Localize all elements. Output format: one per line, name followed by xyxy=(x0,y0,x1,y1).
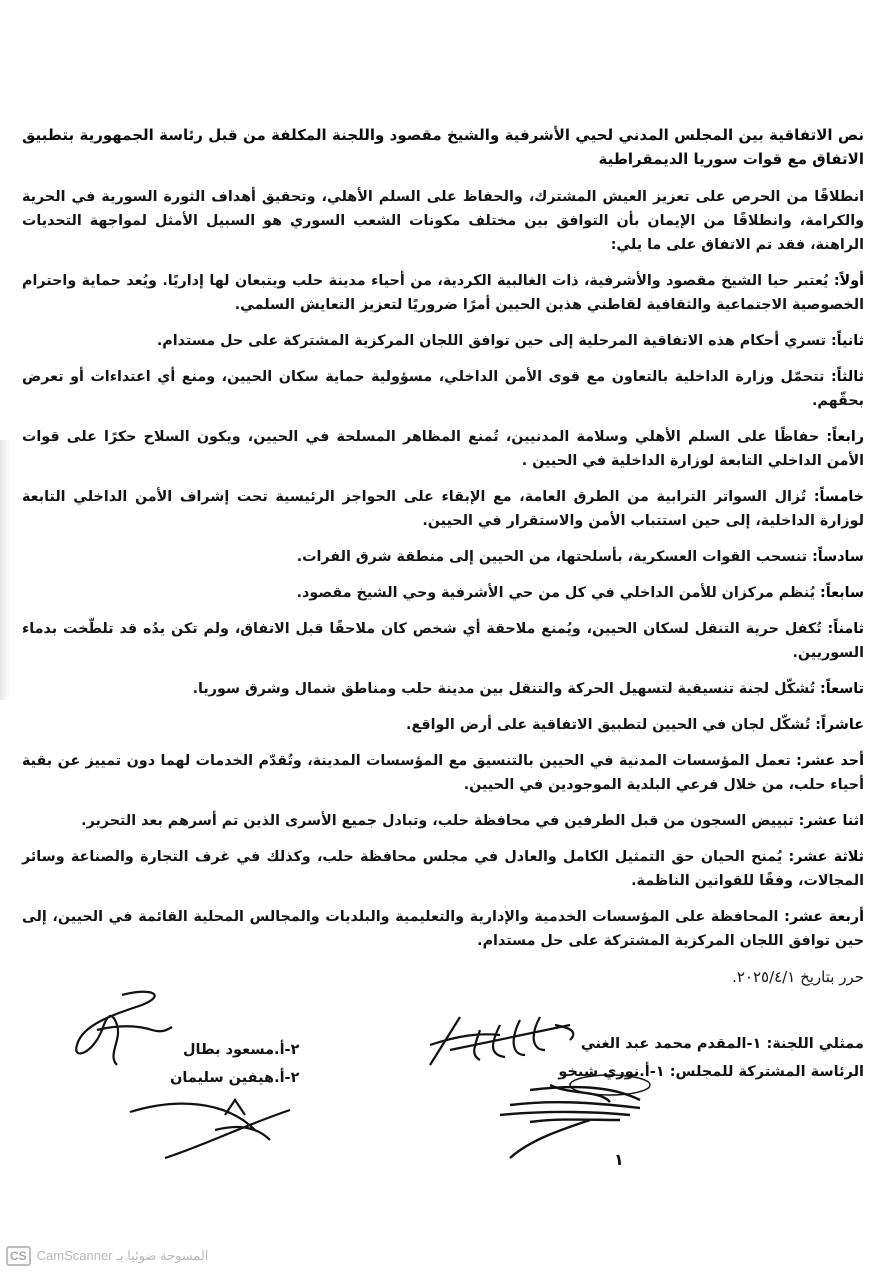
committee-row xyxy=(558,1030,864,1058)
article-label: عاشراً: xyxy=(815,717,864,733)
article-label: خامساً: xyxy=(813,489,864,505)
committee-label: ممثلي اللجنة: xyxy=(766,1036,864,1052)
article-item xyxy=(22,581,864,605)
council-member-2: ٢-أ.هيفين سليمان xyxy=(170,1070,300,1086)
agreement-document xyxy=(22,123,864,989)
article-item xyxy=(22,269,864,317)
signature-council-2 xyxy=(125,1100,295,1160)
article-item xyxy=(22,845,864,893)
article-label: ثالثاً: xyxy=(830,369,864,385)
article-text: تعمل المؤسسات المدنية في الحيين بالتنسيق مع المؤسسات المدينة، وتُقدّم الخدمات لهما دون تمييز عن بقية أحياء حلب، من خلال فرعي البلدية الموجودين في الحيين. xyxy=(22,753,864,793)
page-edge-shadow xyxy=(0,440,10,700)
article-label: أحد عشر: xyxy=(796,753,864,769)
article-label: أربعة عشر: xyxy=(784,909,864,925)
articles-list xyxy=(22,269,864,953)
article-label: ثلاثة عشر: xyxy=(788,849,865,865)
article-item xyxy=(22,545,864,569)
committee-member-2: ٢-أ.مسعود بطال xyxy=(182,1042,300,1058)
signature-committee-2 xyxy=(62,985,172,1065)
article-label: سابعاً: xyxy=(820,585,864,601)
article-item xyxy=(22,617,864,665)
council-member-1: ١-أ.نوري شيخو xyxy=(558,1064,665,1080)
article-text: تسري أحكام هذه الاتفاقية المرحلية إلى حين توافق اللجان المركزية المشتركة على حل مستدام. xyxy=(156,333,831,349)
article-text: تُشكّل لجان في الحيين لتطبيق الاتفاقية على أرض الواقع. xyxy=(406,717,816,733)
article-label: تاسعاً: xyxy=(820,681,864,697)
article-text: يُمنح الحيان حق التمثيل الكامل والعادل في مجلس محافظة حلب، وكذلك في غرف التجارة والصناعة وسائر المجالات، وفقًا للقوانين الناظمة. xyxy=(22,849,864,889)
article-item xyxy=(22,677,864,701)
article-item xyxy=(22,749,864,797)
article-text: تنسحب القوات العسكرية، بأسلحتها، من الحيين إلى منطقة شرق الفرات. xyxy=(296,549,813,565)
article-item xyxy=(22,329,864,353)
article-text: تبييض السجون من قبل الطرفين في محافظة حلب، وتبادل جميع الأسرى الذين تم أسرهم بعد التحرير. xyxy=(81,813,799,829)
article-item xyxy=(22,905,864,953)
article-text: يُعتبر حيا الشيخ مقصود والأشرفية، ذات الغالبية الكردية، من أحياء مدينة حلب ويتبعان لها إداريًا. ويُعد حماية واحترام الخصوصية الاجتماعية والثقافية لقاطني هذين الحيين أمرًا ضروريًا لتعزيز التعايش السلمي. xyxy=(22,273,864,313)
camscanner-watermark xyxy=(6,1246,208,1266)
article-item xyxy=(22,713,864,737)
signature-council-1 xyxy=(490,1080,650,1160)
document-title: نص الاتفاقية بين المجلس المدني لحيي الأشرفية والشيخ مقصود واللجنة المكلفة من قبل رئاسة الجمهورية بتطبيق الاتفاق مع قوات سوريا الديمقراطية xyxy=(22,126,864,168)
article-text: تُزال السواتر الترابية من الطرق العامة، مع الإبقاء على الحواجز الرئيسية تحت إشراف الأمن الداخلي التابعة لوزارة الداخلية، إلى حين استتباب الأمن والاستقرار في الحيين. xyxy=(22,489,864,529)
article-label: رابعاً: xyxy=(826,429,864,445)
signature-committee-1 xyxy=(420,1005,590,1075)
signatories-left xyxy=(170,1036,299,1092)
article-label: اثنا عشر: xyxy=(798,813,864,829)
committee-member-1: ١-المقدم محمد عبد الغني xyxy=(580,1036,762,1052)
camscanner-logo-icon: CS xyxy=(6,1246,31,1266)
article-item xyxy=(22,365,864,413)
article-label: ثامناً: xyxy=(827,621,864,637)
article-text: تُشكّل لجنة تنسيقية لتسهيل الحركة والتنقل بين مدينة حلب ومناطق شمال وشرق سوريا. xyxy=(192,681,821,697)
article-item xyxy=(22,485,864,533)
article-label: ثانياً: xyxy=(830,333,864,349)
date-line: حرر بتاريخ ٢٠٢٥/٤/١. xyxy=(732,968,864,986)
article-item xyxy=(22,425,864,473)
watermark-text: المسوحة ضوئيا بـ CamScanner xyxy=(36,1248,209,1263)
article-text: حفاظًا على السلم الأهلي وسلامة المدنيين، تُمنع المظاهر المسلحة في الحيين، ويكون السلاح حكرًا على قوات الأمن الداخلي التابعة لوزارة الداخلية في الحيين . xyxy=(22,429,864,469)
signatories-right xyxy=(558,1030,864,1086)
article-text: تُكفل حرية التنقل لسكان الحيين، ويُمنع ملاحقة أي شخص كان ملاحقًا قبل الاتفاق، ولم تكن يدُه قد تلطّخت بدماء السوريين. xyxy=(22,621,864,661)
article-text: يُنظم مركزان للأمن الداخلي في كل من حي الأشرفية وحي الشيخ مقصود. xyxy=(296,585,821,601)
article-text: المحافظة على المؤسسات الخدمية والإدارية والتعليمية والبلديات والمجالس المحلية القائمة في الحيين، إلى حين توافق اللجان المركزية المشتركة على حل مستدام. xyxy=(22,909,864,949)
article-label: سادساً: xyxy=(812,549,864,565)
page-number: ١ xyxy=(614,1150,624,1169)
preamble: انطلاقًا من الحرص على تعزيز العيش المشترك، والحفاظ على السلم الأهلي، وتحقيق أهداف الثورة السورية في الحرية والكرامة، وانطلاقًا من الإيمان بأن التوافق بين مختلف مكونات الشعب السوري هو السبيل الأمثل لمواجهة التحديات الراهنة، فقد تم الاتفاق على ما يلي: xyxy=(22,189,864,253)
article-label: أولاً: xyxy=(833,273,864,289)
article-text: تتحمّل وزارة الداخلية بالتعاون مع قوى الأمن الداخلي، مسؤولية حماية سكان الحيين، ومنع أي اعتداءات أو تعرض بحقّهم. xyxy=(22,369,864,409)
council-label: الرئاسة المشتركة للمجلس: xyxy=(669,1064,864,1080)
article-item xyxy=(22,809,864,833)
